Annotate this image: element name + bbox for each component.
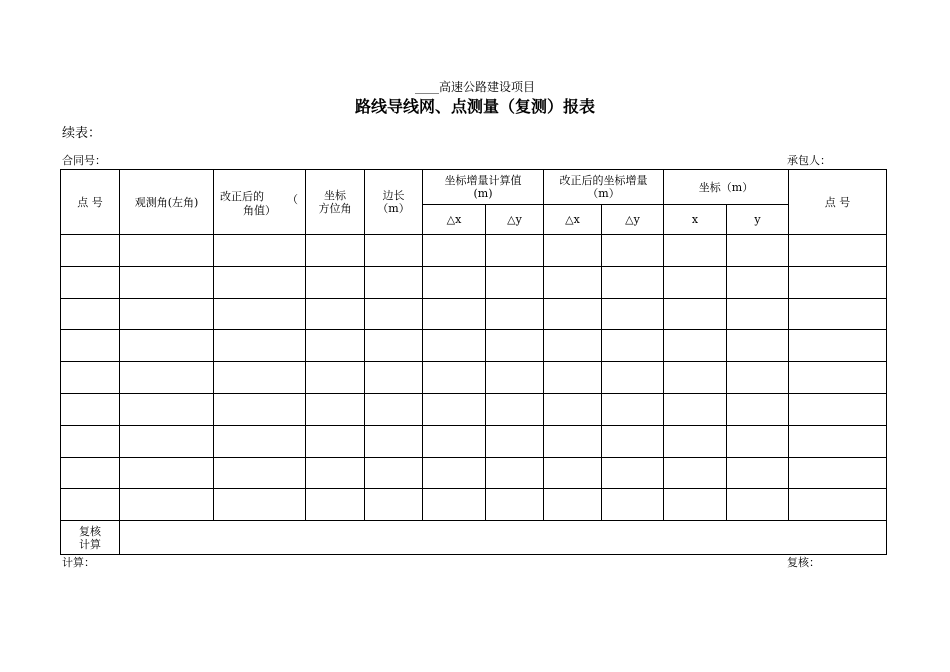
table-cell[interactable] (365, 457, 423, 489)
table-cell[interactable] (727, 425, 789, 457)
table-cell[interactable] (544, 425, 602, 457)
table-cell[interactable] (727, 457, 789, 489)
table-cell[interactable] (486, 489, 544, 521)
report-title: 路线导线网、点测量（复测）报表 (354, 97, 595, 116)
table-cell[interactable] (544, 298, 602, 330)
table-cell[interactable] (602, 298, 664, 330)
header-observed-angle: 观测角(左角) (120, 170, 214, 235)
header-sub-dy-corrected: △y (602, 205, 664, 235)
table-cell[interactable] (544, 235, 602, 267)
table-cell[interactable] (727, 330, 789, 362)
header-azimuth-line1: 坐标 (324, 189, 346, 202)
project-subtitle-text: 高速公路建设项目 (438, 80, 535, 94)
table-cell[interactable] (120, 457, 214, 489)
table-cell[interactable] (602, 489, 664, 521)
table-cell[interactable] (544, 330, 602, 362)
table-cell[interactable] (61, 393, 120, 425)
table-cell[interactable] (789, 425, 887, 457)
header-sub-dx-calc: △x (423, 205, 486, 235)
header-corrected-angle-paren: （ (287, 193, 298, 206)
table-cell[interactable] (486, 266, 544, 298)
reviewer-label: 复核： (787, 556, 820, 569)
table-cell[interactable] (664, 425, 727, 457)
table-cell[interactable] (486, 393, 544, 425)
header-corrected-angle (214, 170, 306, 235)
header-corrected-increment-line1: 改正后的坐标增量 (559, 174, 648, 187)
table-cell[interactable] (486, 457, 544, 489)
table-cell[interactable] (486, 362, 544, 394)
table-cell[interactable] (365, 330, 423, 362)
table-cell[interactable] (602, 235, 664, 267)
table-cell[interactable] (423, 266, 486, 298)
table-cell[interactable] (789, 457, 887, 489)
review-calc-label-line1: 复核 (79, 524, 101, 538)
table-cell[interactable] (664, 457, 727, 489)
table-cell[interactable] (423, 330, 486, 362)
table-cell[interactable] (664, 235, 727, 267)
table-cell[interactable] (664, 489, 727, 521)
table-cell[interactable] (664, 266, 727, 298)
table-cell[interactable] (306, 362, 365, 394)
table-cell[interactable] (727, 393, 789, 425)
table-cell[interactable] (727, 266, 789, 298)
table-cell[interactable] (61, 298, 120, 330)
table-cell[interactable] (365, 266, 423, 298)
table-cell[interactable] (664, 330, 727, 362)
table-cell[interactable] (214, 362, 306, 394)
table-cell[interactable] (365, 425, 423, 457)
header-sub-dy-calc: △y (486, 205, 544, 235)
table-cell[interactable] (61, 266, 120, 298)
table-cell[interactable] (120, 266, 214, 298)
table-row (61, 362, 887, 394)
table-cell[interactable] (214, 457, 306, 489)
table-cell[interactable] (789, 489, 887, 521)
table-cell[interactable] (61, 235, 120, 267)
table-cell[interactable] (664, 298, 727, 330)
table-cell[interactable] (423, 425, 486, 457)
contract-number-label: 合同号： (62, 154, 106, 167)
table-cell[interactable] (61, 457, 120, 489)
table-cell[interactable] (306, 330, 365, 362)
table-cell[interactable] (727, 489, 789, 521)
table-row (61, 489, 887, 521)
header-point-no-right: 点 号 (789, 170, 887, 235)
review-calc-label-line2: 计算 (79, 537, 101, 551)
table-cell[interactable] (423, 362, 486, 394)
table-cell[interactable] (365, 298, 423, 330)
table-cell[interactable] (602, 266, 664, 298)
table-cell[interactable] (423, 393, 486, 425)
table-cell[interactable] (602, 425, 664, 457)
header-side-length-line2: （m） (377, 202, 410, 215)
header-side-length (365, 170, 423, 235)
table-cell[interactable] (306, 457, 365, 489)
header-calc-increment-line2: (m) (473, 187, 493, 200)
table-row (61, 425, 887, 457)
calculator-label: 计算： (62, 556, 95, 569)
table-cell[interactable] (727, 362, 789, 394)
table-cell[interactable] (664, 393, 727, 425)
header-calc-increment-line1: 坐标增量计算值 (444, 174, 522, 187)
table-cell[interactable] (602, 362, 664, 394)
review-calc-entry[interactable] (120, 521, 887, 555)
table-row (61, 235, 887, 267)
table-cell[interactable] (486, 425, 544, 457)
table-cell[interactable] (61, 489, 120, 521)
table-cell[interactable] (486, 235, 544, 267)
table-cell[interactable] (602, 393, 664, 425)
header-sub-dx-corrected: △x (544, 205, 602, 235)
table-cell[interactable] (306, 393, 365, 425)
header-point-no: 点 号 (61, 170, 120, 235)
table-cell[interactable] (120, 298, 214, 330)
table-cell[interactable] (486, 298, 544, 330)
table-row (61, 298, 887, 330)
table-cell[interactable] (61, 362, 120, 394)
table-cell[interactable] (214, 330, 306, 362)
table-cell[interactable] (789, 235, 887, 267)
table-cell[interactable] (120, 362, 214, 394)
table-cell[interactable] (214, 235, 306, 267)
table-cell[interactable] (423, 457, 486, 489)
table-cell[interactable] (214, 489, 306, 521)
header-azimuth (306, 170, 365, 235)
table-cell[interactable] (365, 393, 423, 425)
header-calc-increment (423, 170, 544, 205)
header-corrected-angle-line1: 改正后的 (220, 190, 264, 203)
table-cell[interactable] (306, 298, 365, 330)
header-row-top (61, 170, 887, 205)
header-corrected-increment-line2: （m） (587, 187, 620, 200)
table-cell[interactable] (544, 362, 602, 394)
table-cell[interactable] (789, 298, 887, 330)
header-coordinates: 坐标（m） (664, 170, 789, 205)
table-cell[interactable] (423, 489, 486, 521)
table-cell[interactable] (365, 362, 423, 394)
table-cell[interactable] (61, 330, 120, 362)
table-cell[interactable] (61, 425, 120, 457)
table-cell[interactable] (306, 489, 365, 521)
table-cell[interactable] (664, 362, 727, 394)
table-cell[interactable] (214, 425, 306, 457)
table-cell[interactable] (544, 457, 602, 489)
table-cell[interactable] (120, 235, 214, 267)
contractor-label: 承包人： (787, 154, 831, 167)
header-sub-y: y (727, 205, 789, 235)
table-cell[interactable] (306, 425, 365, 457)
header-side-length-line1: 边长 (382, 189, 405, 202)
table-cell[interactable] (120, 393, 214, 425)
table-cell[interactable] (423, 298, 486, 330)
header-sub-x: x (664, 205, 727, 235)
data-rows (61, 235, 887, 521)
table-cell[interactable] (602, 457, 664, 489)
table-cell[interactable] (120, 330, 214, 362)
header-corrected-increment (544, 170, 664, 205)
table-cell[interactable] (120, 489, 214, 521)
review-calc-label (61, 521, 120, 555)
table-cell[interactable] (602, 330, 664, 362)
table-cell[interactable] (789, 266, 887, 298)
table-cell[interactable] (214, 393, 306, 425)
table-cell[interactable] (544, 489, 602, 521)
table-cell[interactable] (306, 235, 365, 267)
table-cell[interactable] (544, 266, 602, 298)
table-row (61, 330, 887, 362)
header-azimuth-line2: 方位角 (318, 202, 352, 215)
table-row (61, 393, 887, 425)
table-cell[interactable] (727, 298, 789, 330)
table-cell[interactable] (365, 489, 423, 521)
survey-report-table (60, 169, 887, 555)
table-cell[interactable] (306, 266, 365, 298)
table-cell[interactable] (423, 235, 486, 267)
table-cell[interactable] (214, 298, 306, 330)
table-row (61, 266, 887, 298)
header-corrected-angle-line2: 角值） (243, 204, 276, 217)
table-cell[interactable] (486, 330, 544, 362)
table-cell[interactable] (544, 393, 602, 425)
table-cell[interactable] (214, 266, 306, 298)
review-calc-row (61, 521, 887, 555)
table-cell[interactable] (120, 425, 214, 457)
table-cell[interactable] (789, 362, 887, 394)
project-name-blank: ____ (414, 80, 439, 94)
project-subtitle (0, 79, 950, 95)
table-cell[interactable] (789, 330, 887, 362)
table-row (61, 457, 887, 489)
table-cell[interactable] (365, 235, 423, 267)
table-cell[interactable] (789, 393, 887, 425)
table-cell[interactable] (727, 235, 789, 267)
continued-label: 续表： (62, 126, 102, 141)
